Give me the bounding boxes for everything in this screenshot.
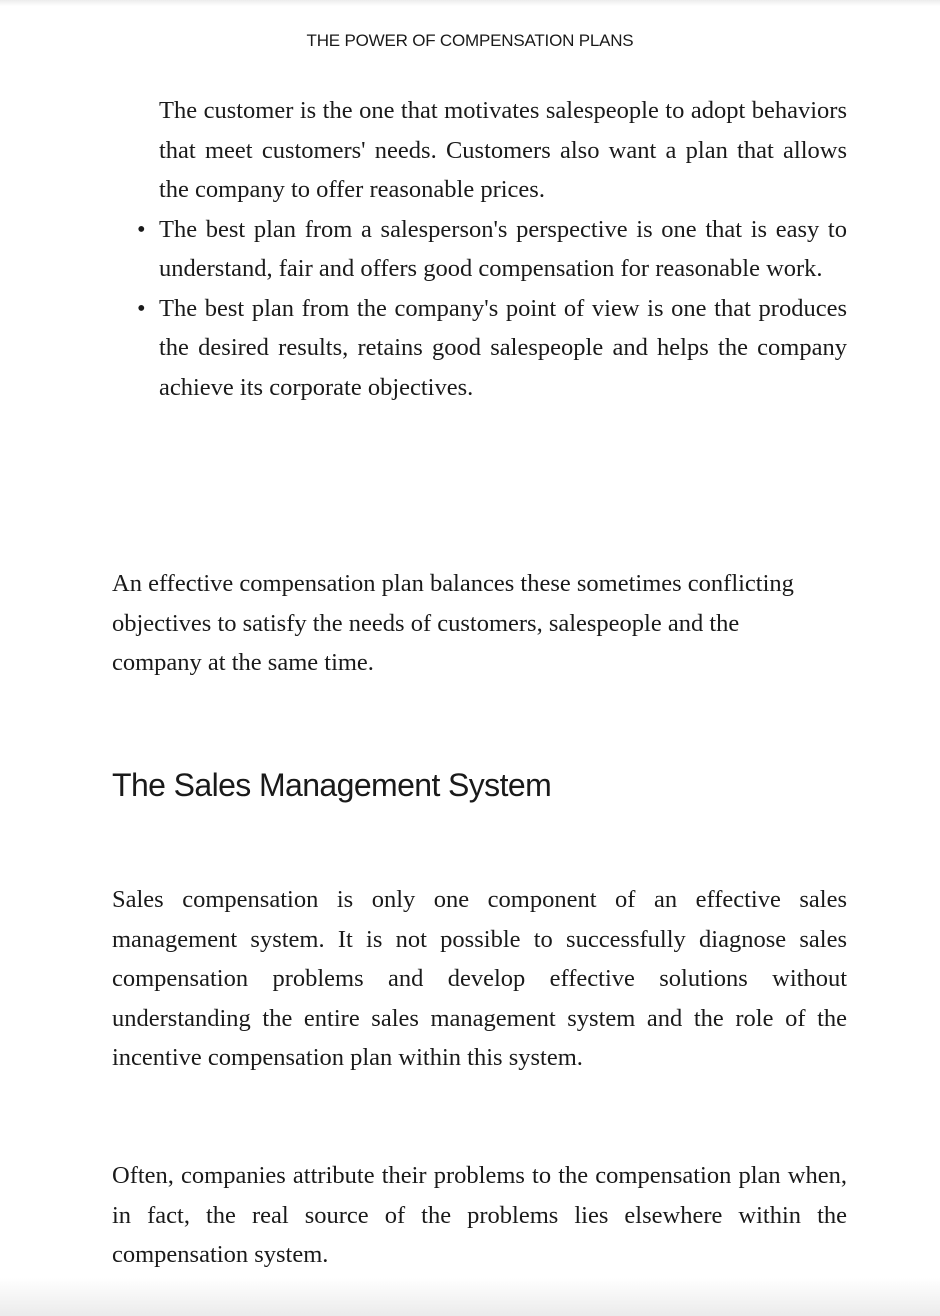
bullet-item-text: The best plan from a salesperson's perspective is one that is easy to understand, fair and offers good compensation for reasonable work. [159, 215, 847, 282]
body-paragraph: Often, companies attribute their problems to the compensation plan when, in fact, the real source of the problems lies elsewhere within the compensation system. [112, 1162, 847, 1268]
bullet-item-text: The best plan from the company's point of view is one that produces the desired results, retains good salespeople and helps the company achieve its corporate objectives. [159, 294, 847, 401]
page-top-edge [0, 0, 940, 6]
bullet-item [137, 289, 847, 408]
page-bottom-edge [0, 1278, 940, 1316]
summary-paragraph: An effective compensation plan balances these sometimes conflicting objectives to satisfy the needs of customers, salespeople and the company at the same time. [112, 570, 794, 676]
section-heading: The Sales Management System [112, 767, 552, 803]
bullet-marker: • [137, 294, 146, 322]
running-header: THE POWER OF COMPENSATION PLANS [306, 31, 634, 50]
bullet-list-block [137, 91, 847, 407]
bullet-continuation-text: The customer is the one that motivates salespeople to adopt behaviors that meet customers' needs. Customers also want a plan that allows the company to offer reasonable prices. [159, 97, 847, 203]
bullet-marker: • [137, 215, 146, 243]
body-paragraph: Sales compensation is only one component of an effective sales management system. It is not possible to successfully diagnose sales compensation problems and develop effective solutions without understanding the entire sales management system and the role of the incentive compensation plan within this system. [112, 886, 847, 1071]
bullet-item [137, 210, 847, 289]
bullet-list [137, 210, 847, 408]
